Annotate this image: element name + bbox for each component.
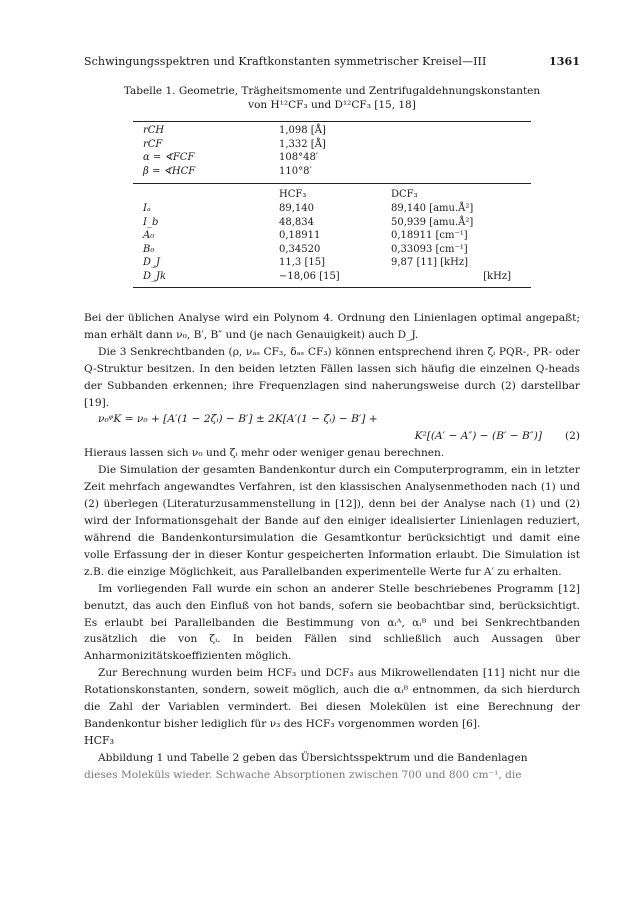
equation-2	[84, 411, 580, 445]
table-row	[133, 124, 531, 138]
paragraph: Die 3 Senkrechtbanden (ρ, νₐₛ CF₃, δₐₛ CF₃) können entsprechend ihren ζᵢ PQR-, PR- oder Q-Struktur besitzen. In den beiden letzten Fällen lassen sich häufig die einzelnen Q-heads der Subbanden erkennen; ihre Frequenzlagen sind naherungsweise durch (2) darstellbar [19].	[84, 345, 580, 409]
geometry-label: rCF	[143, 138, 163, 150]
constant-hcf3: −18,06 [15]	[279, 270, 340, 282]
column-header-dcf3: DCF₃	[391, 189, 418, 201]
section-heading: HCF₃	[84, 733, 115, 747]
table-divider	[133, 183, 531, 184]
geometry-label: β = ∢HCF	[143, 165, 196, 177]
running-head-title: Schwingungsspektren und Kraftkonstanten symmetrischer Kreisel—III	[84, 55, 487, 68]
geometry-block	[133, 122, 531, 181]
equation-line1: ν₀ᵠK = ν₀ + [A′(1 − 2ζᵢ) − B′] ± 2K[A′(1 − ζᵢ) − B′] +	[98, 413, 378, 426]
constant-label: I_b	[143, 216, 159, 228]
paragraph: Die Simulation der gesamten Bandenkontur durch ein Computerprogramm, ein in letzter Zeit mehrfach angewandtes Verfahren, ist den klassischen Analysenmethoden nach (1) und (2) überlegen (Literaturzusammenstellung in [12]), denn bei der Analyse nach (1) und (2) wird der Informationsgehalt der Bande auf den einiger idealisierter Linienlagen reduziert, während die Bandenkontursimulation die Gesamtkontur berücksichtigt und damit eine volle Erfassung der in dieser Kontur gespeicherten Information erlaubt. Die Simulation ist z.B. die einzige Möglichkeit, aus Parallelbanden experimentelle Werte fur A′ zu erhalten.	[84, 464, 580, 578]
equation-line2: K²[(A′ − A″) − (B′ − B″)]	[414, 430, 542, 443]
table-header-row	[133, 188, 531, 202]
constant-hcf3: 0,18911	[279, 230, 321, 242]
constant-dcf3: 50,939 [amu.Å²]	[391, 216, 474, 228]
constant-dcf3: [kHz]	[483, 270, 511, 282]
constants-block	[133, 186, 531, 286]
table-caption-line2: von H¹²CF₃ und D¹²CF₃ [15, 18]	[248, 99, 416, 111]
geometry-value: 110°8′	[279, 165, 312, 177]
constant-hcf3: 89,140	[279, 202, 314, 214]
table-row	[133, 270, 531, 284]
geometry-value: 1,332 [Å]	[279, 138, 326, 150]
table-row	[133, 229, 531, 243]
paragraph-cut-off: dieses Moleküls wieder. Schwache Absorptionen zwischen 700 und 800 cm⁻¹, die	[84, 768, 522, 781]
constant-label: D_J	[143, 257, 161, 269]
data-table	[133, 121, 531, 288]
table-caption-line1: Tabelle 1. Geometrie, Trägheitsmomente und Zentrifugaldehnungskonstanten	[123, 85, 541, 97]
table-row	[133, 256, 531, 270]
constants-header-label	[133, 188, 279, 202]
table-row	[133, 202, 531, 216]
constant-dcf3: 89,140 [amu.Å²]	[391, 202, 474, 214]
paragraph: Bei der üblichen Analyse wird ein Polynom 4. Ordnung den Linienlagen optimal angepaßt; man erhält dann ν₀, B′, B″ und (je nach Genauigkeit) auch D_J.	[84, 312, 580, 341]
running-head	[84, 55, 580, 68]
table-row	[133, 138, 531, 152]
table-row	[133, 216, 531, 230]
column-header-hcf3: HCF₃	[279, 189, 307, 201]
geometry-label: α = ∢FCF	[143, 152, 195, 164]
paragraph: Abbildung 1 und Tabelle 2 geben das Übersichtsspektrum und die Bandenlagen	[98, 751, 528, 764]
table-row	[133, 151, 531, 165]
geometry-value: 108°48′	[279, 152, 319, 164]
constant-hcf3: 11,3 [15]	[279, 257, 325, 269]
paragraph: Hieraus lassen sich ν₀ und ζᵢ mehr oder weniger genau berechnen.	[84, 447, 445, 460]
paragraph: Im vorliegenden Fall wurde ein schon an anderer Stelle beschriebenes Programm [12] benutzt, das auch den Einfluß von hot bands, sofern sie beobachtbar sind, berücksichtigt. Es erlaubt bei Parallelbanden die Bestimmung von αᵢᴬ, αᵢᴮ und bei Senkrechtbanden zusätzlich die von ζᵢ. In beiden Fällen sind schließlich auch Aussagen über Anharmonizitätskoeffizienten möglich.	[84, 582, 580, 663]
constant-hcf3: 0,34520	[279, 243, 321, 255]
constant-label: B₀	[143, 243, 155, 255]
equation-number: (2)	[564, 430, 580, 443]
paragraph: Zur Berechnung wurden beim HCF₃ und DCF₃ aus Mikrowellendaten [11] nicht nur die Rotationskonstanten, sondern, soweit möglich, auch die αᵢᴮ entnommen, da sich hierdurch die Zahl der Variablen vermindert. Bei diesen Molekülen ist eine Berechnung der Bandenkontur bisher lediglich für ν₃ des HCF₃ vorgenommen worden [6].	[84, 667, 580, 730]
table-row	[133, 243, 531, 257]
constant-label: A₀	[143, 230, 155, 242]
table-row	[133, 165, 531, 179]
constant-label: Iₐ	[143, 202, 151, 214]
constant-hcf3: 48,834	[279, 216, 314, 228]
constant-dcf3: 0,18911 [cm⁻¹]	[391, 230, 468, 242]
constant-dcf3: 9,87 [11] [kHz]	[391, 257, 469, 269]
body-text	[84, 310, 580, 784]
geometry-value: 1,098 [Å]	[279, 125, 326, 136]
constant-dcf3: 0,33093 [cm⁻¹]	[391, 243, 468, 255]
constant-label: D_Jk	[143, 270, 167, 282]
page-number: 1361	[548, 55, 580, 68]
table-caption	[84, 84, 580, 112]
geometry-label: rCH	[143, 125, 165, 136]
